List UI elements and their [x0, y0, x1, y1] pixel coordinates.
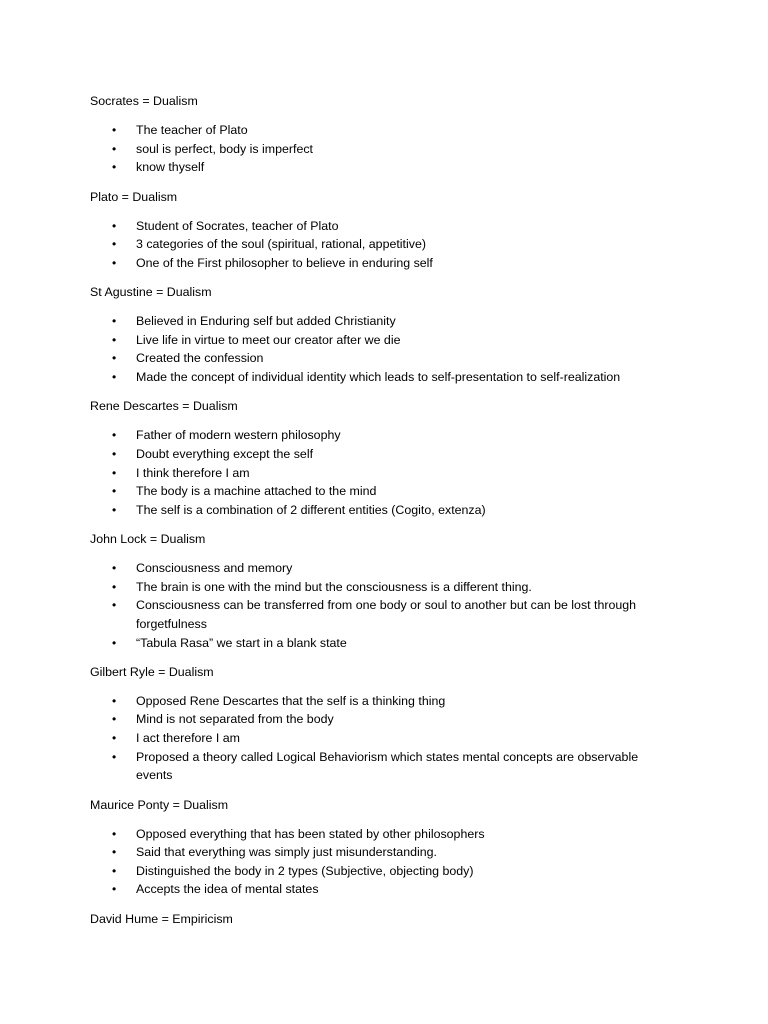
list-item — [90, 843, 656, 862]
list-item-text: Believed in Enduring self but added Christianity — [136, 314, 396, 329]
list-item-text: Opposed everything that has been stated by other philosophers — [136, 826, 485, 841]
list-item — [90, 140, 656, 159]
list-item-text: Consciousness can be transferred from one body or soul to another but can be lost through forgetfulness — [136, 598, 637, 631]
bullet-icon: • — [112, 712, 117, 727]
list-item-text: Father of modern western philosophy — [136, 428, 341, 443]
list-item — [90, 158, 656, 177]
list-item-text: Student of Socrates, teacher of Plato — [136, 218, 339, 233]
list-item-text: Made the concept of individual identity which leads to self-presentation to self-realization — [136, 370, 621, 384]
bullet-list — [90, 312, 690, 386]
bullet-icon: • — [112, 561, 117, 576]
philosopher-section — [90, 796, 690, 899]
list-item — [90, 596, 656, 633]
list-item-text: Mind is not separated from the body — [136, 712, 334, 727]
section-heading: Rene Descartes = Dualism — [90, 399, 238, 414]
list-item — [90, 634, 656, 653]
section-heading: Gilbert Ryle = Dualism — [90, 664, 214, 679]
philosopher-section — [90, 92, 690, 177]
bullet-icon: • — [112, 160, 117, 175]
list-item — [90, 368, 656, 387]
list-item — [90, 482, 656, 501]
bullet-icon: • — [112, 693, 117, 708]
bullet-icon: • — [112, 370, 117, 384]
section-heading: John Lock = Dualism — [90, 532, 206, 547]
philosopher-section — [90, 910, 690, 929]
philosopher-section — [90, 397, 690, 519]
list-item — [90, 445, 656, 464]
list-item — [90, 312, 656, 331]
bullet-list — [90, 559, 690, 652]
section-heading: Socrates = Dualism — [90, 94, 198, 108]
list-item-text: Distinguished the body in 2 types (Subjective, objecting body) — [136, 863, 474, 878]
list-item-text: The body is a machine attached to the mind — [136, 484, 377, 499]
bullet-icon: • — [112, 579, 117, 594]
document-body — [90, 92, 690, 939]
bullet-icon: • — [112, 845, 117, 860]
list-item-text: Opposed Rene Descartes that the self is a thinking thing — [136, 693, 446, 708]
list-item — [90, 349, 656, 368]
bullet-list — [90, 121, 690, 177]
bullet-icon: • — [112, 598, 117, 613]
list-item — [90, 710, 656, 729]
bullet-icon: • — [112, 863, 117, 878]
list-item — [90, 862, 656, 881]
bullet-icon: • — [112, 218, 117, 233]
bullet-list — [90, 426, 690, 519]
bullet-icon: • — [112, 484, 117, 499]
bullet-icon: • — [112, 635, 117, 650]
list-item — [90, 254, 656, 273]
list-item — [90, 825, 656, 844]
list-item-text: soul is perfect, body is imperfect — [136, 141, 313, 156]
list-item — [90, 729, 656, 748]
list-item — [90, 217, 656, 236]
bullet-icon: • — [112, 731, 117, 746]
bullet-icon: • — [112, 882, 117, 897]
section-heading: David Hume = Empiricism — [90, 911, 233, 926]
bullet-icon: • — [112, 314, 117, 329]
bullet-icon: • — [112, 255, 117, 270]
list-item — [90, 121, 656, 140]
bullet-icon: • — [112, 141, 117, 156]
philosopher-section — [90, 283, 690, 386]
bullet-icon: • — [112, 332, 117, 347]
list-item — [90, 501, 656, 520]
list-item-text: “Tabula Rasa” we start in a blank state — [136, 635, 347, 650]
list-item-text: One of the First philosopher to believe in enduring self — [136, 255, 433, 270]
list-item — [90, 692, 656, 711]
list-item-text: The teacher of Plato — [136, 123, 248, 138]
list-item-text: 3 categories of the soul (spiritual, rational, appetitive) — [136, 237, 426, 252]
list-item — [90, 426, 656, 445]
list-item — [90, 880, 656, 899]
bullet-icon: • — [112, 428, 117, 443]
list-item-text: Accepts the idea of mental states — [136, 882, 319, 897]
section-heading: St Agustine = Dualism — [90, 285, 212, 300]
bullet-icon: • — [112, 237, 117, 252]
bullet-icon: • — [112, 351, 117, 366]
list-item-text: Doubt everything except the self — [136, 446, 314, 461]
section-heading: Maurice Ponty = Dualism — [90, 797, 229, 812]
list-item-text: Live life in virtue to meet our creator after we die — [136, 332, 401, 347]
list-item-text: Created the confession — [136, 351, 264, 366]
list-item-text: Proposed a theory called Logical Behaviorism which states mental concepts are observable events — [136, 749, 639, 783]
list-item — [90, 464, 656, 483]
bullet-list — [90, 692, 690, 785]
philosopher-section — [90, 663, 690, 785]
philosopher-section — [90, 530, 690, 652]
list-item-text: Consciousness and memory — [136, 561, 293, 576]
bullet-icon: • — [112, 465, 117, 480]
bullet-icon: • — [112, 446, 117, 461]
list-item-text: I act therefore I am — [136, 731, 240, 746]
list-item-text: know thyself — [136, 160, 205, 175]
bullet-icon: • — [112, 502, 117, 517]
list-item — [90, 559, 656, 578]
list-item — [90, 331, 656, 350]
section-heading: Plato = Dualism — [90, 189, 178, 204]
list-item-text: The brain is one with the mind but the consciousness is a different thing. — [136, 579, 532, 594]
bullet-icon: • — [112, 826, 117, 841]
bullet-list — [90, 217, 690, 273]
bullet-icon: • — [112, 123, 117, 138]
bullet-list — [90, 825, 690, 899]
bullet-icon: • — [112, 749, 117, 764]
list-item-text: I think therefore I am — [136, 465, 250, 480]
list-item-text: Said that everything was simply just misunderstanding. — [136, 845, 437, 860]
list-item — [90, 748, 656, 785]
list-item — [90, 578, 656, 597]
list-item-text: The self is a combination of 2 different entities (Cogito, extenza) — [136, 502, 486, 517]
list-item — [90, 235, 656, 254]
philosopher-section — [90, 188, 690, 273]
